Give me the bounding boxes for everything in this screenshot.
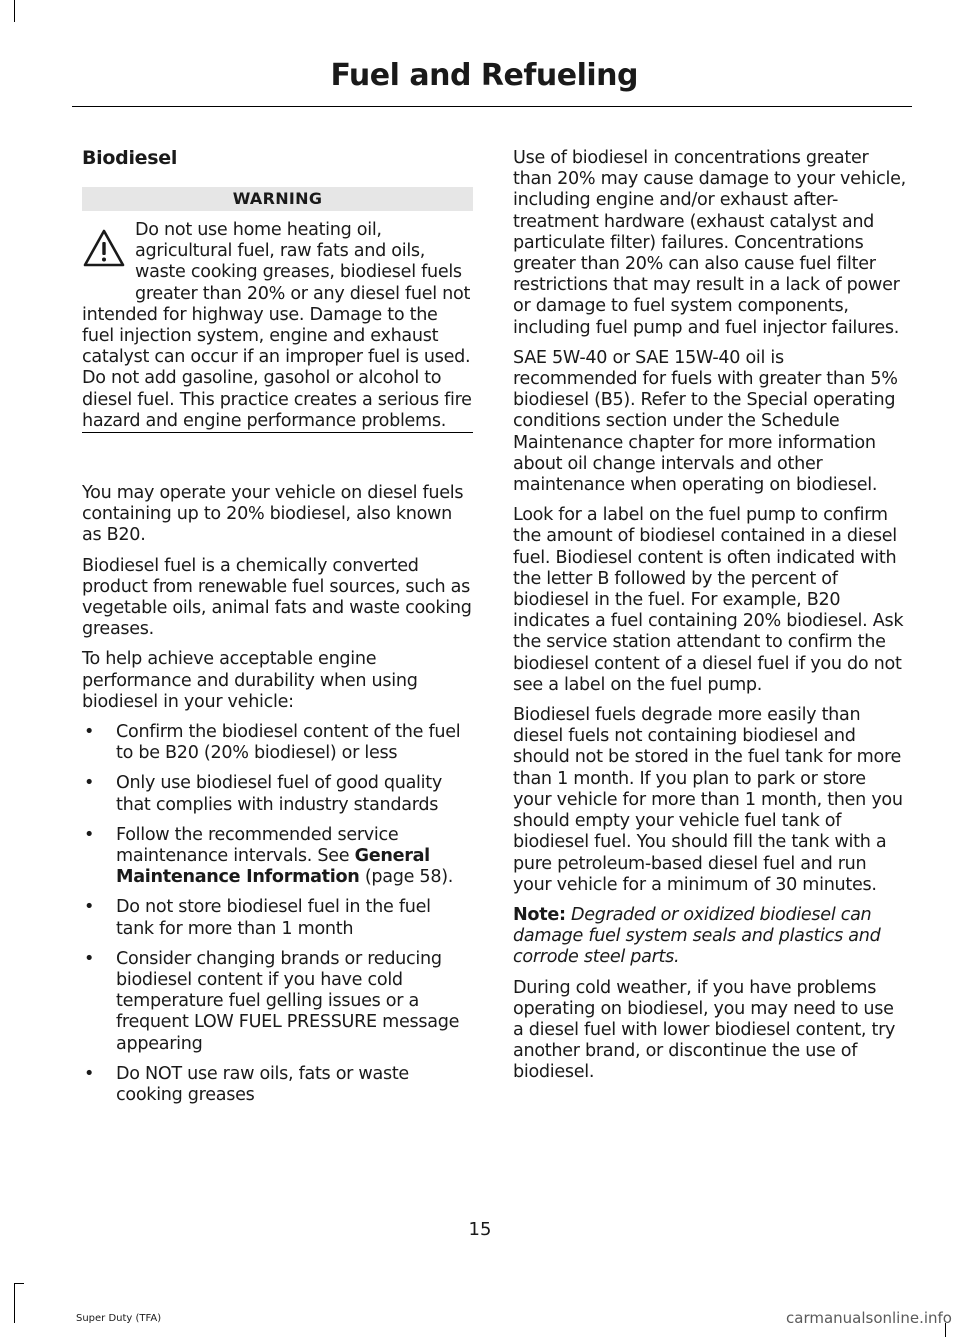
list-item-text: Do not store biodiesel fuel in the fuel tank for more than 1 month	[116, 897, 431, 939]
cross-reference-link[interactable]: General Maintenance Information	[116, 846, 430, 888]
footer-model: Super Duty (TFA)	[76, 1313, 162, 1324]
bullet-mark: •	[84, 773, 95, 794]
list-item-text: Only use biodiesel fuel of good quality that complies with industry standards	[116, 773, 442, 815]
page-reference: (page 58).	[359, 867, 454, 888]
warning-icon	[82, 222, 135, 284]
page-title: Fuel and Refueling	[330, 58, 638, 93]
list-item-text: Consider changing brands or reducing biodiesel content if you have cold temperature fuel gelling issues or a frequent LOW FUEL PRESSURE message appearing	[116, 948, 460, 1054]
paragraph: During cold weather, if you have problems operating on biodiesel, you may need to use a diesel fuel with lower biodiesel content, try another brand, or discontinue the use of biodiesel.	[513, 977, 896, 1083]
paragraph: You may operate your vehicle on diesel fuels containing up to 20% biodiesel, also known as B20.	[82, 483, 464, 546]
list-item-text: Follow the recommended service maintenance intervals. See	[116, 824, 399, 867]
crop-mark-bottom-left-h	[14, 1283, 24, 1284]
warning-body: Do not use home heating oil, agricultural fuel, raw fats and oils, waste cooking greases, biodiesel fuels greater than 20% or any diesel fuel not intended for highway use. Damage to the fuel injection system, engine and exhaust catalyst can occur if an improper fuel is used. Do not add gasoline, gasohol or alcohol to diesel fuel. This practice creates a serious fire hazard and engine performance problems.	[82, 220, 472, 431]
bullet-mark: •	[84, 722, 95, 743]
bullet-mark: •	[84, 897, 95, 918]
note-label: Note:	[513, 904, 566, 925]
watermark: carmanualsonline.info	[786, 1309, 952, 1327]
list-item	[82, 722, 473, 764]
paragraph: SAE 5W-40 or SAE 15W-40 oil is recommended for fuels with greater than 5% biodiesel (B5). Refer to the Special operating conditions section under the Schedule Maintenance chapter for more information about oil change intervals and other maintenance when operating on biodiesel.	[513, 347, 898, 496]
list-item-text: Do NOT use raw oils, fats or waste cooking greases	[116, 1063, 409, 1106]
crop-mark-top-left	[14, 0, 15, 22]
list-item	[82, 1064, 473, 1106]
bullet-list	[82, 722, 473, 1106]
paragraph: To help achieve acceptable engine performance and durability when using biodiesel in your vehicle:	[82, 649, 418, 712]
warning-label: WARNING	[82, 187, 473, 211]
list-item	[82, 897, 473, 939]
left-body	[82, 483, 473, 1115]
warning-text	[82, 220, 473, 432]
bullet-mark: •	[84, 948, 95, 969]
list-item	[82, 773, 473, 815]
bullet-mark: •	[84, 1063, 95, 1084]
crop-mark-bottom-left	[14, 1283, 15, 1323]
paragraph: Biodiesel fuel is a chemically converted product from renewable fuel sources, such as vegetable oils, animal fats and waste cooking greases.	[82, 555, 472, 640]
paragraph: Biodiesel fuels degrade more easily than diesel fuels not containing biodiesel and should not be stored in the fuel tank for more than 1 month. If you plan to park or store your vehicle for more than 1 month, then you should empty your vehicle fuel tank of biodiesel fuel. You should fill the tank with a pure petroleum-based diesel fuel and run your vehicle for a minimum of 30 minutes.	[513, 705, 903, 895]
header-divider	[72, 106, 912, 107]
note-paragraph	[513, 905, 907, 969]
paragraph: Look for a label on the fuel pump to confirm the amount of biodiesel contained in a diesel fuel. Biodiesel content is often indicated with the letter B followed by the percent of biodiesel in the fuel. For example, B20 indicates a fuel containing 20% biodiesel. Ask the service station attendant to confirm the biodiesel content of a diesel fuel if you do not see a label on the fuel pump.	[513, 505, 904, 695]
list-item	[82, 825, 473, 889]
page-number: 15	[468, 1219, 492, 1240]
list-item-text: Confirm the biodiesel content of the fuel to be B20 (20% biodiesel) or less	[116, 722, 461, 764]
warning-divider	[82, 432, 473, 433]
note-text: Degraded or oxidized biodiesel can damage fuel system seals and plastics and corrode steel parts.	[513, 904, 881, 968]
right-body	[513, 148, 907, 1093]
bullet-mark: •	[84, 824, 95, 845]
list-item	[82, 949, 473, 1055]
paragraph: Use of biodiesel in concentrations greater than 20% may cause damage to your vehicle, including engine and/or exhaust after-treatment hardware (exhaust catalyst and particulate filter) failures. Concentrations greater than 20% can also cause fuel filter restrictions that may result in a lack of power or damage to fuel system components, including fuel pump and fuel injector failures.	[513, 148, 906, 338]
section-heading: Biodiesel	[82, 147, 178, 169]
